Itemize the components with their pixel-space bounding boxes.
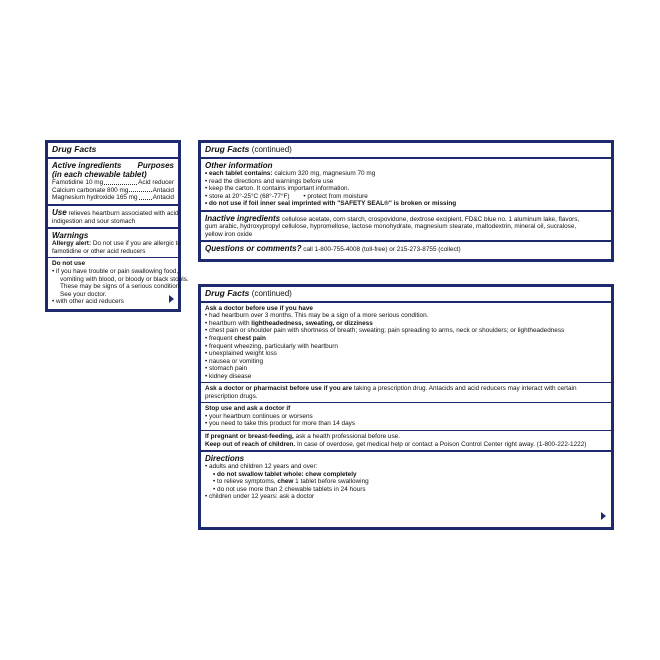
list-item: • had heartburn over 3 months. This may be a sign of a more serious condition. — [205, 312, 429, 320]
list-item: vomiting with blood, or bloody or black stools. — [60, 275, 189, 283]
pharmacist-text: prescription drugs. — [205, 392, 258, 400]
list-item: • adults and children 12 years and over: — [205, 463, 318, 471]
list-item: • keep the carton. It contains important information. — [205, 185, 350, 193]
list-item: • nausea or vomiting — [205, 357, 264, 365]
ingredient-row: Calcium carbonate 800 mg Antacid — [52, 186, 174, 194]
directions-heading: Directions — [205, 454, 245, 464]
list-item: • to relieve symptoms, chew 1 tablet before swallowing — [213, 478, 369, 486]
list-item: • unexplained weight loss — [205, 350, 277, 358]
inactive-text: yellow iron oxide — [205, 230, 253, 238]
use-heading: Use — [52, 208, 67, 218]
list-item: • heartburn with lightheadedness, sweating, or dizziness — [205, 319, 373, 327]
drug-facts-top-right-panel — [198, 140, 614, 262]
list-item: • frequent chest pain — [205, 334, 266, 342]
panel-title: Drug Facts (continued) — [205, 288, 292, 298]
list-item: • do not use more than 2 chewable tablets in 24 hours — [213, 485, 366, 493]
active-ingredients-header-row — [52, 161, 174, 170]
do-not-use-heading: Do not use — [52, 260, 86, 268]
drug-facts-bottom-right-panel — [198, 284, 614, 530]
inactive-ingredients: Inactive ingredients cellulose acetate, corn starch, crospovidone, dextrose excipient, FD&C blue no. 1 aluminum lake, flavors, — [205, 213, 580, 223]
panel-title: Drug Facts — [52, 144, 97, 154]
list-item: • do not use if foil inner seal imprinted with "SAFETY SEAL®" is broken or missing — [205, 200, 457, 208]
list-item: • stomach pain — [205, 365, 248, 373]
continue-arrow-icon — [601, 512, 606, 520]
list-item: • with other acid reducers — [52, 298, 124, 306]
ingredient-row: Magnesium hydroxide 165 mg Antacid — [52, 194, 174, 202]
drug-facts-left-panel — [45, 140, 189, 312]
list-item: • kidney disease — [205, 372, 252, 380]
keep-out-line: Keep out of reach of children. In case of overdose, get medical help or contact a Poison Control Center right away. (1-800-222-1222) — [205, 440, 587, 448]
list-item: • you need to take this product for more than 14 days — [205, 420, 356, 428]
list-item: These may be signs of a serious condition. — [60, 283, 182, 291]
active-ingredients-heading: Active ingredients — [52, 160, 122, 170]
ingredient-row: Famotidine 10 mg Acid reducer — [52, 179, 174, 187]
list-item: • if you have trouble or pain swallowing food, — [52, 267, 179, 275]
continue-arrow-icon — [169, 295, 174, 303]
list-item: • frequent wheezing, particularly with heartburn — [205, 342, 338, 350]
ask-doctor-heading: Ask a doctor before use if you have — [205, 304, 313, 312]
warnings-heading: Warnings — [52, 231, 89, 241]
list-item: • store at 20°-25°C (68°-77°F) • protect from moisture — [205, 192, 368, 200]
active-ingredients-subheading: (in each chewable tablet) — [52, 170, 147, 180]
allergy-alert: Allergy alert: Do not use if you are allergic to — [52, 240, 181, 248]
stop-use-heading: Stop use and ask a doctor if — [205, 405, 291, 413]
list-item: • your heartburn continues or worsens — [205, 412, 313, 420]
purposes-heading: Purposes — [137, 160, 174, 170]
pharmacist-section: Ask a doctor or pharmacist before use if you are taking a prescription drug. Antacids and acid reducers may interact with certain — [205, 385, 577, 393]
list-item: • read the directions and warnings before use — [205, 177, 334, 185]
use-section: Use relieves heartburn associated with acid — [52, 208, 179, 218]
other-information-heading: Other information — [205, 160, 273, 170]
list-item: See your doctor. — [60, 290, 107, 298]
list-item: • chest pain or shoulder pain with shortness of breath; sweating; pain spreading to arms, neck or shoulders; or lightheadedness — [205, 327, 565, 335]
list-item: • do not swallow tablet whole: chew completely — [213, 470, 357, 478]
questions-section: Questions or comments? call 1-800-755-4008 (toll-free) or 215-273-8755 (collect) — [205, 244, 461, 254]
allergy-text: famotidine or other acid reducers — [52, 247, 146, 255]
inactive-text: gum arabic, hydroxypropyl cellulose, hypromellose, lactose monohydrate, magnesium stearate, maltodextrin, mineral oil, sucralose, — [205, 223, 577, 231]
each-tablet-line: • each tablet contains: calcium 320 mg, magnesium 70 mg — [205, 169, 376, 177]
list-item: • children under 12 years: ask a doctor — [205, 493, 315, 501]
pregnant-line: If pregnant or breast-feeding, ask a health professional before use. — [205, 432, 401, 440]
use-text: indigestion and sour stomach — [52, 217, 136, 225]
panel-title: Drug Facts (continued) — [205, 144, 292, 154]
